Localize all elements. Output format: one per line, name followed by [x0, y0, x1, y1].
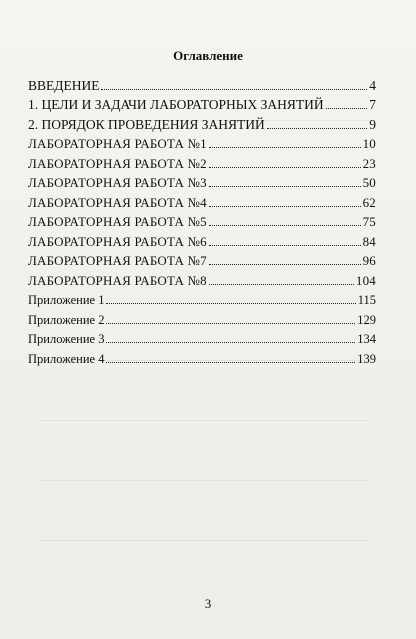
toc-entry-label: 1. ЦЕЛИ И ЗАДАЧИ ЛАБОРАТОРНЫХ ЗАНЯТИЙ: [28, 97, 324, 112]
toc-entry-lab-6[interactable]: [28, 230, 376, 250]
toc-entry-label: ЛАБОРАТОРНАЯ РАБОТА №8: [28, 272, 207, 288]
toc-entry-label: ЛАБОРАТОРНАЯ РАБОТА №3: [28, 175, 207, 190]
toc-entry-label: ЛАБОРАТОРНАЯ РАБОТА №2: [28, 155, 207, 171]
table-of-contents: [28, 74, 376, 367]
toc-title: Оглавление: [173, 48, 243, 63]
toc-entry-label: Приложение 1: [28, 293, 105, 307]
toc-entry-label: Приложение 4: [28, 351, 105, 366]
toc-entry-label: ВВЕДЕНИЕ: [28, 77, 100, 93]
dot-leader: [209, 225, 361, 226]
toc-entry-page: 134: [357, 332, 376, 346]
dot-leader: [209, 245, 361, 246]
dot-leader: [106, 323, 355, 324]
toc-entry-lab-7[interactable]: [28, 250, 376, 270]
toc-entry-goals[interactable]: [28, 94, 376, 114]
toc-entry-appendix-1[interactable]: [28, 289, 376, 309]
toc-entry-lab-3[interactable]: [28, 172, 376, 192]
toc-entry-introduction[interactable]: [28, 74, 376, 94]
bleed-through-line: [40, 540, 370, 541]
dot-leader: [209, 284, 354, 285]
toc-entry-page: 96: [362, 253, 376, 268]
toc-entry-label: ЛАБОРАТОРНАЯ РАБОТА №7: [28, 253, 207, 268]
toc-entry-page: 62: [362, 194, 376, 210]
toc-entry-page: 104: [355, 272, 376, 288]
toc-entry-appendix-2[interactable]: [28, 308, 376, 328]
toc-entry-label: ЛАБОРАТОРНАЯ РАБОТА №6: [28, 233, 207, 249]
page-number: 3: [204, 596, 212, 611]
toc-entry-page: 7: [369, 97, 376, 112]
dot-leader: [209, 167, 361, 168]
dot-leader: [209, 186, 361, 187]
toc-entry-label: ЛАБОРАТОРНАЯ РАБОТА №5: [28, 214, 207, 229]
toc-entry-appendix-4[interactable]: [28, 347, 376, 367]
toc-entry-page: 10: [362, 136, 376, 151]
dot-leader: [326, 108, 368, 109]
toc-entry-lab-5[interactable]: [28, 211, 376, 231]
toc-entry-label: 2. ПОРЯДОК ПРОВЕДЕНИЯ ЗАНЯТИЙ: [28, 116, 265, 132]
dot-leader: [209, 206, 361, 207]
bleed-through-line: [40, 420, 370, 421]
toc-entry-appendix-3[interactable]: [28, 328, 376, 348]
toc-entry-page: 84: [362, 233, 376, 249]
dot-leader: [106, 303, 355, 304]
toc-entry-lab-1[interactable]: [28, 133, 376, 153]
toc-entry-page: 129: [357, 312, 376, 327]
toc-entry-lab-2[interactable]: [28, 152, 376, 172]
toc-entry-page: 139: [357, 351, 376, 366]
toc-entry-page: 50: [362, 175, 376, 190]
toc-entry-page: 9: [369, 116, 376, 132]
toc-entry-label: Приложение 3: [28, 332, 105, 346]
toc-entry-procedure[interactable]: [28, 113, 376, 133]
dot-leader: [267, 128, 367, 129]
toc-entry-page: 115: [357, 293, 376, 307]
toc-entry-page: 23: [362, 155, 376, 171]
toc-entry-label: ЛАБОРАТОРНАЯ РАБОТА №4: [28, 194, 207, 210]
dot-leader: [101, 89, 367, 90]
toc-entry-page: 4: [369, 77, 376, 93]
dot-leader: [106, 342, 355, 343]
toc-entry-lab-8[interactable]: [28, 269, 376, 289]
toc-entry-label: Приложение 2: [28, 312, 105, 327]
toc-entry-label: ЛАБОРАТОРНАЯ РАБОТА №1: [28, 136, 207, 151]
toc-entry-page: 75: [362, 214, 376, 229]
dot-leader: [209, 264, 361, 265]
bleed-through-line: [40, 480, 370, 481]
toc-entry-lab-4[interactable]: [28, 191, 376, 211]
dot-leader: [209, 147, 361, 148]
dot-leader: [106, 362, 355, 363]
